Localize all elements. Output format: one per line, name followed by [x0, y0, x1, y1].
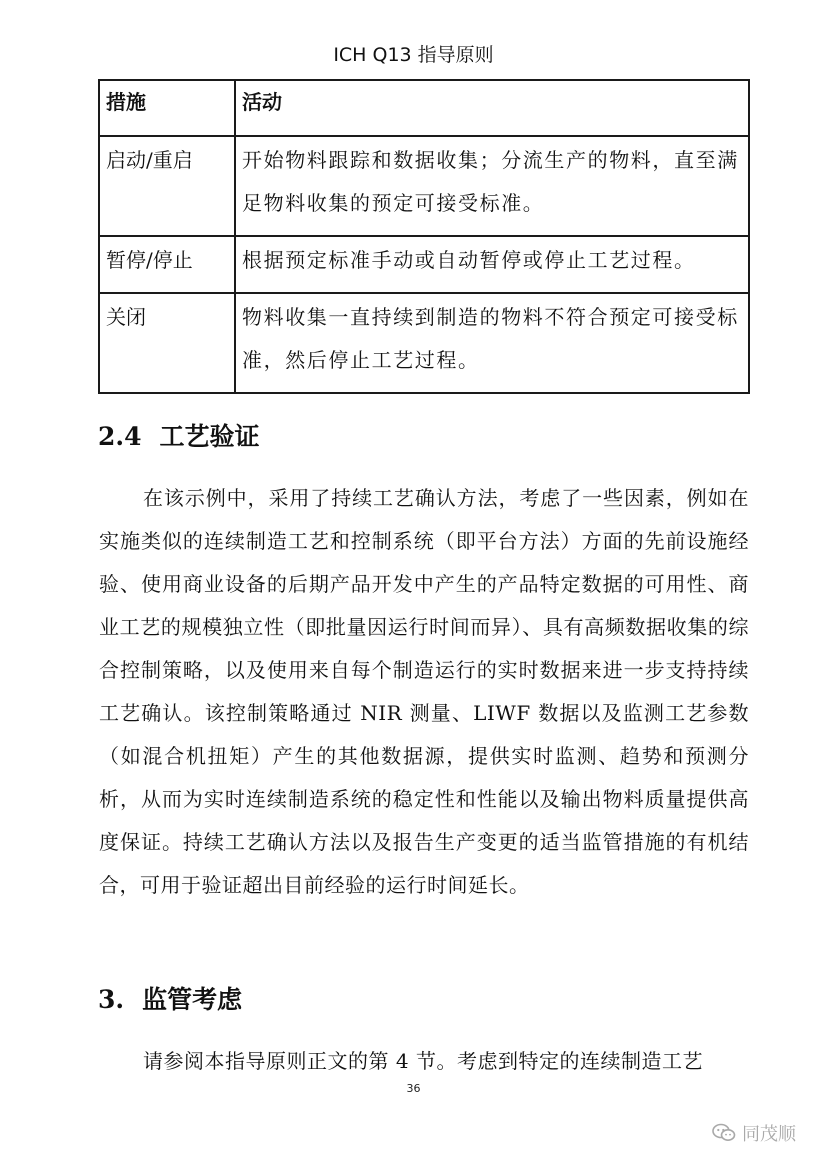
- cell-activity: 物料收集一直持续到制造的物料不符合预定可接受标准，然后停止工艺过程。: [235, 293, 749, 393]
- measures-table: [98, 79, 750, 394]
- section-number: 3.: [98, 985, 125, 1014]
- table-header-row: [99, 80, 749, 136]
- running-header: ICH Q13 指导原则: [333, 44, 494, 66]
- section-2-4-paragraph: 在该示例中，采用了持续工艺确认方法，考虑了一些因素，例如在实施类似的连续制造工艺和控制系统（即平台方法）方面的先前设施经验、使用商业设备的后期产品开发中产生的产品特定数据的可用性、商业工艺的规模独立性（即批量因运行时间而异）、具有高频数据收集的综合控制策略，以及使用来自每个制造运行的实时数据来进一步支持持续工艺确认。该控制策略通过 NIR 测量、LIWF 数据以及监测工艺参数（如混合机扭矩）产生的其他数据源，提供实时监测、趋势和预测分析，从而为实时连续制造系统的稳定性和性能以及输出物料质量提供高度保证。持续工艺确认方法以及报告生产变更的适当监管措施的有机结合，可用于验证超出目前经验的运行时间延长。: [99, 486, 749, 897]
- section-title: 工艺验证: [159, 422, 260, 451]
- section-title: 监管考虑: [142, 985, 243, 1014]
- cell-measure: 启动/重启: [99, 136, 235, 236]
- watermark: [712, 1120, 796, 1146]
- watermark-label: 同茂顺: [742, 1124, 796, 1145]
- table-row: [99, 136, 749, 236]
- cell-measure: 关闭: [99, 293, 235, 393]
- table-row: [99, 236, 749, 293]
- section-number: 2.4: [98, 422, 142, 451]
- cell-activity: 根据预定标准手动或自动暂停或停止工艺过程。: [235, 236, 749, 293]
- table-row: [99, 293, 749, 393]
- section-3-paragraph: 请参阅本指导原则正文的第 4 节。考虑到特定的连续制造工艺: [143, 1049, 703, 1073]
- cell-activity: 开始物料跟踪和数据收集；分流生产的物料，直至满足物料收集的预定可接受标准。: [235, 136, 749, 236]
- column-header-measure: 措施: [99, 80, 235, 136]
- section-heading-3: [98, 980, 242, 1016]
- column-header-activity: 活动: [235, 80, 749, 136]
- wechat-icon: [712, 1123, 736, 1143]
- section-heading-2-4: [98, 417, 260, 453]
- cell-measure: 暂停/停止: [99, 236, 235, 293]
- page-number: 36: [406, 1082, 421, 1095]
